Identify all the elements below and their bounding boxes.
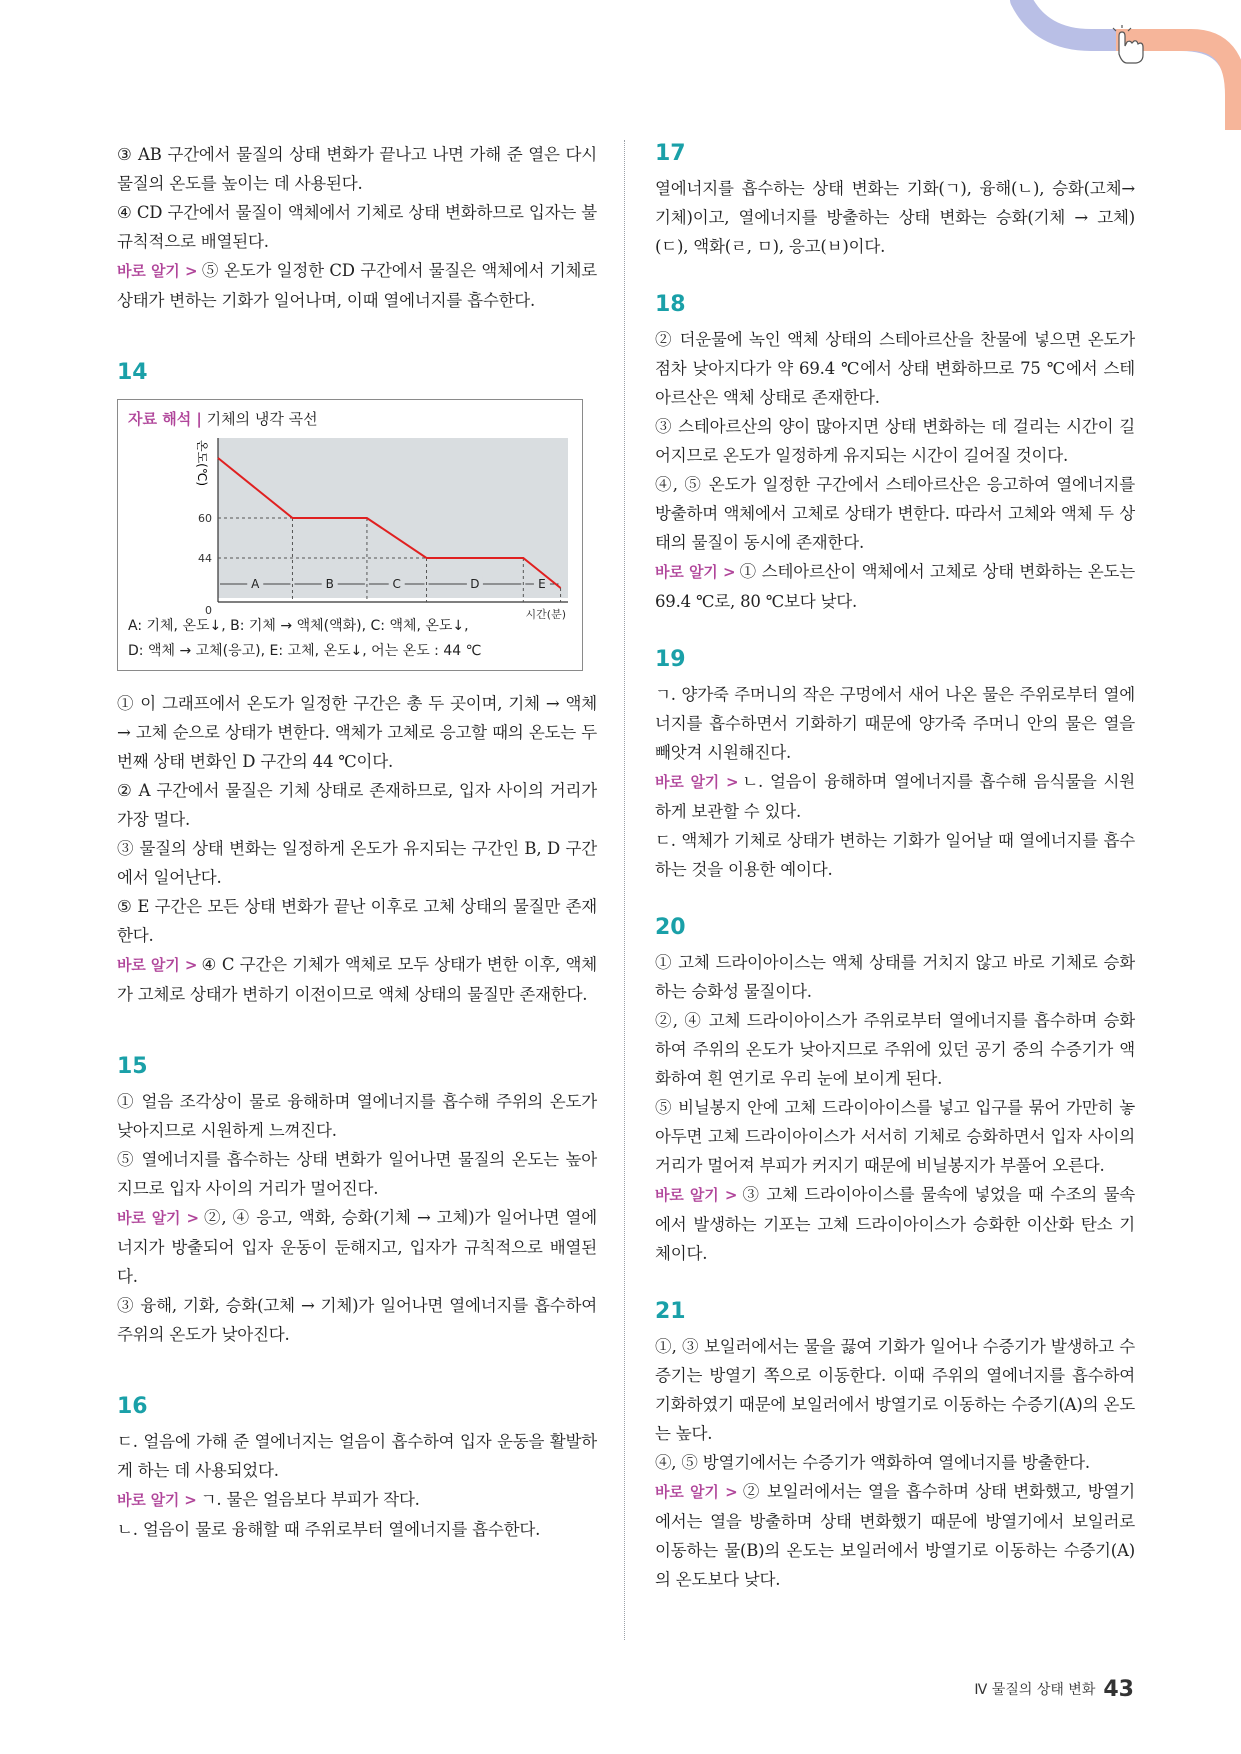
- page-footer: [974, 1677, 1134, 1702]
- answer-19-option-a: ㄱ. 양가죽 주머니의 작은 구멍에서 새어 나온 물은 주위로부터 열에너지를 흡수하면서 기화하기 때문에 양가죽 주머니 안의 물은 열을 빼앗겨 시원해진다.: [655, 685, 1135, 762]
- answer-20-option-2-4: ②, ④ 고체 드라이아이스가 주위로부터 열에너지를 흡수하며 승화하여 주위의 온도가 낮아지므로 주위에 있던 공기 중의 수증기가 액화하여 흰 연기로 우리 눈에 보이게 된다.: [655, 1011, 1135, 1088]
- chart-plot-area: [218, 438, 568, 598]
- y-tick-label-44: 44: [198, 552, 212, 565]
- question-number-15: 15: [117, 1054, 148, 1079]
- question-number-19: 19: [655, 647, 686, 672]
- answer-tag: 바로 알기 >: [117, 1491, 197, 1509]
- data-analysis-title: 자료 해석 | 기체의 냉각 곡선: [128, 410, 318, 428]
- x-axis-label: 시간(분): [525, 608, 566, 621]
- answer-18-correction: 바로 알기 > ① 스테아르산이 액체에서 고체로 상태 변화하는 온도는 69.4 ℃로, 80 ℃보다 낮다.: [655, 562, 1136, 611]
- answer-15-option-1: ① 얼음 조각상이 물로 융해하며 열에너지를 흡수해 주위의 온도가 낮아지므로 시원하게 느껴진다.: [117, 1092, 597, 1140]
- segment-label-B: B: [325, 577, 334, 591]
- answer-21-correction: 바로 알기 > ② 보일러에서는 열을 흡수하며 상태 변화했고, 방열기에서는 열을 방출하며 상태 변화했기 때문에 방열기에서 보일러로 이동하는 물(B)의 온도는 보일러에서 방열기로 이동하는 수증기(A)의 온도보다 낮다.: [655, 1482, 1135, 1589]
- answer-16-option-c: ㄷ. 얼음에 가해 준 열에너지는 얼음이 흡수하여 입자 운동을 활발하게 하는 데 사용되었다.: [117, 1432, 597, 1480]
- question-number-20: 20: [655, 915, 686, 940]
- answer-15-option-5: ⑤ 열에너지를 흡수하는 상태 변화가 일어나면 물질의 온도는 높아지므로 입자 사이의 거리가 멀어진다.: [117, 1150, 597, 1198]
- segment-label-E: E: [538, 577, 546, 591]
- page-number: 43: [1103, 1677, 1134, 1702]
- question-number-21: 21: [655, 1299, 686, 1324]
- question-number-18: 18: [655, 292, 686, 317]
- answer-18-option-2: ② 더운물에 녹인 액체 상태의 스테아르산을 찬물에 넣으면 온도가 점차 낮아지다가 약 69.4 ℃에서 상태 변화하므로 75 ℃에서 스테아르산은 액체 상태로 존재한다.: [655, 330, 1135, 407]
- answer-18-option-4-5: ④, ⑤ 온도가 일정한 구간에서 스테아르산은 응고하여 열에너지를 방출하며 액체에서 고체로 상태가 변한다. 따라서 고체와 액체 두 상태의 물질이 동시에 존재한다.: [655, 475, 1135, 552]
- data-analysis-note-1: A: 기체, 온도↓, B: 기체 → 액체(액화), C: 액체, 온도↓,: [128, 618, 469, 634]
- answer-14-correction: 바로 알기 > ④ C 구간은 기체가 액체로 모두 상태가 변한 이후, 액체가 고체로 상태가 변하기 이전이므로 액체 상태의 물질만 존재한다.: [117, 955, 597, 1004]
- segment-label-D: D: [470, 577, 480, 591]
- data-analysis-note-2: D: 액체 → 고체(응고), E: 고체, 온도↓, 어는 온도 : 44 ℃: [128, 643, 482, 659]
- answer-13-correction: 바로 알기 > ⑤ 온도가 일정한 CD 구간에서 물질은 액체에서 기체로 상태가 변하는 기화가 일어나며, 이때 열에너지를 흡수한다.: [117, 261, 597, 310]
- answer-14-option-2: ② A 구간에서 물질은 기체 상태로 존재하므로, 입자 사이의 거리가 가장 멀다.: [117, 781, 597, 829]
- answer-19-option-c: ㄷ. 액체가 기체로 상태가 변하는 기화가 일어날 때 열에너지를 흡수하는 것을 이용한 예이다.: [655, 831, 1135, 879]
- cooling-curve-chart: [128, 430, 574, 621]
- answer-tag: 바로 알기 >: [655, 563, 736, 581]
- answer-14-option-5: ⑤ E 구간은 모든 상태 변화가 끝난 이후로 고체 상태의 물질만 존재한다.: [117, 897, 597, 945]
- answer-13-option-3: ③ AB 구간에서 물질의 상태 변화가 끝나고 나면 가해 준 열은 다시 물질의 온도를 높이는 데 사용된다.: [117, 145, 597, 193]
- corner-decoration: [1021, 0, 1241, 130]
- answer-16-option-b: ㄴ. 얼음이 물로 융해할 때 주위로부터 열에너지를 흡수한다.: [117, 1520, 541, 1539]
- answer-tag: 바로 알기 >: [655, 773, 739, 791]
- answer-14-option-1: ① 이 그래프에서 온도가 일정한 구간은 총 두 곳이며, 기체 → 액체 → 고체 순으로 상태가 변한다. 액체가 고체로 응고할 때의 온도는 두 번째 상태 변화인 D 구간의 44 ℃이다.: [117, 694, 597, 771]
- answer-21-option-1-3: ①, ③ 보일러에서는 물을 끓여 기화가 일어나 수증기가 발생하고 수증기는 방열기 쪽으로 이동한다. 이때 주위의 열에너지를 흡수하여 기화하였기 때문에 보일러에서 방열기로 이동하는 수증기(A)의 온도는 높다.: [655, 1337, 1135, 1443]
- answer-19-correction: 바로 알기 > ㄴ. 얼음이 융해하며 열에너지를 흡수해 음식물을 시원하게 보관할 수 있다.: [655, 772, 1136, 821]
- answer-20-option-5: ⑤ 비닐봉지 안에 고체 드라이아이스를 넣고 입구를 묶어 가만히 놓아두면 고체 드라이아이스가 서서히 기체로 승화하면서 입자 사이의 거리가 멀어져 부피가 커지기 때문에 비닐봉지가 부풀어 오른다.: [655, 1098, 1135, 1175]
- answer-tag: 바로 알기 >: [117, 262, 198, 280]
- right-column: [655, 140, 1135, 1594]
- column-divider: [624, 140, 625, 1640]
- answer-14-option-3: ③ 물질의 상태 변화는 일정하게 온도가 유지되는 구간인 B, D 구간에서 일어난다.: [117, 839, 597, 887]
- question-number-17: 17: [655, 141, 686, 166]
- data-analysis-box: [117, 399, 583, 671]
- answer-tag: 바로 알기 >: [117, 1209, 199, 1227]
- answer-21-option-4-5: ④, ⑤ 방열기에서는 수증기가 액화하여 열에너지를 방출한다.: [655, 1453, 1090, 1472]
- answer-20-correction: 바로 알기 > ③ 고체 드라이아이스를 물속에 넣었을 때 수조의 물속에서 발생하는 기포는 고체 드라이아이스가 승화한 이산화 탄소 기체이다.: [655, 1185, 1135, 1263]
- segment-label-C: C: [392, 577, 401, 591]
- answer-16-correction: 바로 알기 > ㄱ. 물은 얼음보다 부피가 작다.: [117, 1490, 420, 1509]
- answer-13-option-4: ④ CD 구간에서 물질이 액체에서 기체로 상태 변화하므로 입자는 불규칙적으로 배열된다.: [117, 203, 597, 251]
- segment-label-A: A: [251, 577, 260, 591]
- question-number-14: 14: [117, 360, 148, 385]
- question-number-16: 16: [117, 1394, 148, 1419]
- footer-section-title: Ⅳ 물질의 상태 변화: [974, 1682, 1096, 1698]
- answer-tag: 바로 알기 >: [655, 1483, 738, 1501]
- answer-20-option-1: ① 고체 드라이아이스는 액체 상태를 거치지 않고 바로 기체로 승화하는 승화성 물질이다.: [655, 953, 1135, 1001]
- left-column: [117, 140, 597, 1544]
- y-axis-label: 온도(℃): [195, 440, 209, 487]
- answer-18-option-3: ③ 스테아르산의 양이 많아지면 상태 변화하는 데 걸리는 시간이 길어지므로 온도가 일정하게 유지되는 시간이 길어질 것이다.: [655, 417, 1135, 465]
- y-tick-label-60: 60: [198, 512, 212, 525]
- answer-tag: 바로 알기 >: [117, 956, 198, 974]
- answer-tag: 바로 알기 >: [655, 1186, 738, 1204]
- answer-17: 열에너지를 흡수하는 상태 변화는 기화(ㄱ), 융해(ㄴ), 승화(고체→ 기체)이고, 열에너지를 방출하는 상태 변화는 승화(기체 → 고체)(ㄷ), 액화(ㄹ, ㅁ), 응고(ㅂ)이다.: [655, 179, 1135, 256]
- y-tick-label-0: 0: [205, 604, 212, 617]
- answer-15-correction: 바로 알기 > ②, ④ 응고, 액화, 승화(기체 → 고체)가 일어나면 열에너지가 방출되어 입자 운동이 둔해지고, 입자가 규칙적으로 배열된다.: [117, 1208, 597, 1286]
- answer-15-option-3: ③ 융해, 기화, 승화(고체 → 기체)가 일어나면 열에너지를 흡수하여 주위의 온도가 낮아진다.: [117, 1296, 597, 1344]
